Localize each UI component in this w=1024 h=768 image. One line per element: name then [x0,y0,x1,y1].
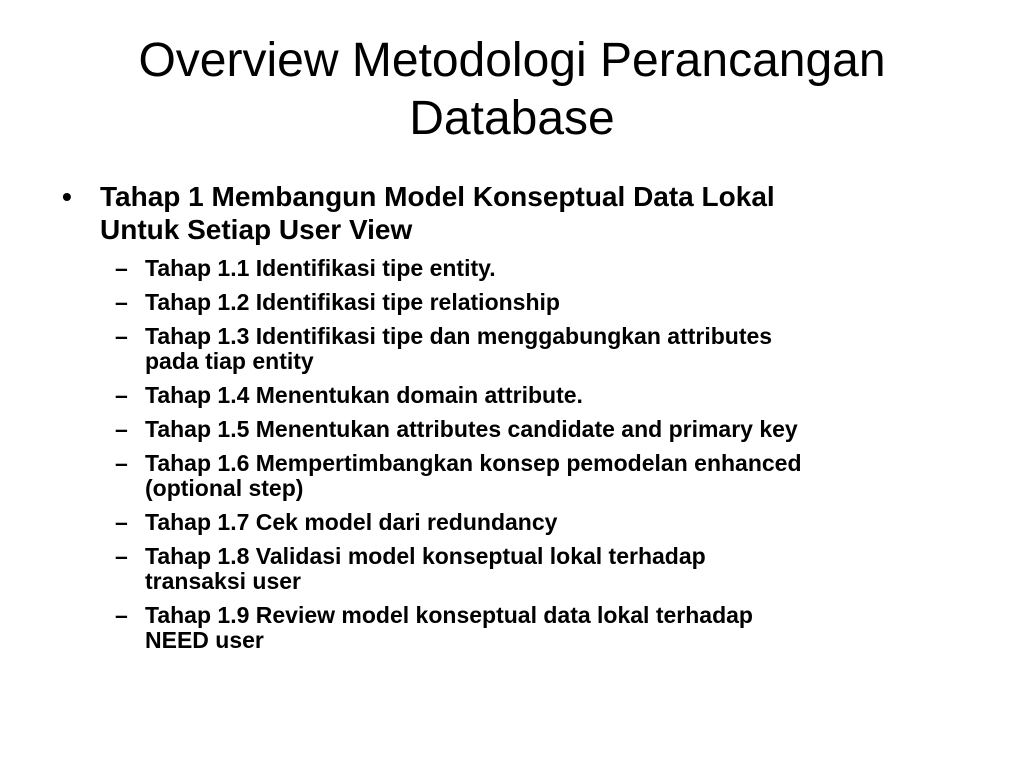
sub-bullet-text [145,417,972,442]
sub-bullet-text [145,603,972,653]
sub-bullet-text [145,290,972,315]
sub-bullet-list [62,256,972,653]
text-line: (optional step) [145,475,304,501]
sub-bullet-marker: – [115,450,128,476]
sub-bullet [115,603,972,653]
main-bullet-text [100,180,972,246]
sub-bullet-marker: – [115,509,128,535]
sub-bullet-text [145,544,972,594]
sub-bullet [115,451,972,501]
text-line: Tahap 1.7 Cek model dari redundancy [145,509,558,535]
slide-title [40,32,984,148]
sub-bullet [115,256,972,281]
main-bullet [62,180,972,246]
sub-bullet-marker: – [115,255,128,281]
sub-bullet-text [145,383,972,408]
sub-bullet-marker: – [115,289,128,315]
text-line: NEED user [145,627,264,653]
sub-bullet-text [145,324,972,374]
sub-bullet-marker: – [115,543,128,569]
sub-bullet [115,417,972,442]
text-line: pada tiap entity [145,348,314,374]
sub-bullet-marker: – [115,602,128,628]
sub-bullet-text [145,451,972,501]
text-line: Tahap 1.5 Menentukan attributes candidate and primary key [145,416,798,442]
text-line: transaksi user [145,568,301,594]
sub-bullet [115,383,972,408]
sub-bullet-text [145,256,972,281]
sub-bullet-marker: – [115,416,128,442]
sub-bullet-text [145,510,972,535]
sub-bullet [115,290,972,315]
text-line: Tahap 1.3 Identifikasi tipe dan menggabungkan attributes [145,323,773,349]
text-line: Tahap 1.9 Review model konseptual data lokal terhadap [145,602,753,628]
sub-bullet [115,510,972,535]
title-line: Overview Metodologi Perancangan [138,34,886,87]
text-line: Untuk Setiap User View [100,214,413,245]
text-line: Tahap 1 Membangun Model Konseptual Data Lokal [100,181,775,212]
sub-bullet-marker: – [115,323,128,349]
text-line: Tahap 1.2 Identifikasi tipe relationship [145,289,560,315]
sub-bullet [115,324,972,374]
text-line: Tahap 1.6 Mempertimbangkan konsep pemodelan enhanced [145,450,802,476]
sub-bullet [115,544,972,594]
bullet-list [62,180,972,662]
bullet-marker: • [62,181,72,212]
title-line: Database [409,92,615,145]
text-line: Tahap 1.1 Identifikasi tipe entity. [145,255,496,281]
text-line: Tahap 1.8 Validasi model konseptual lokal terhadap [145,543,706,569]
sub-bullet-marker: – [115,382,128,408]
text-line: Tahap 1.4 Menentukan domain attribute. [145,382,583,408]
